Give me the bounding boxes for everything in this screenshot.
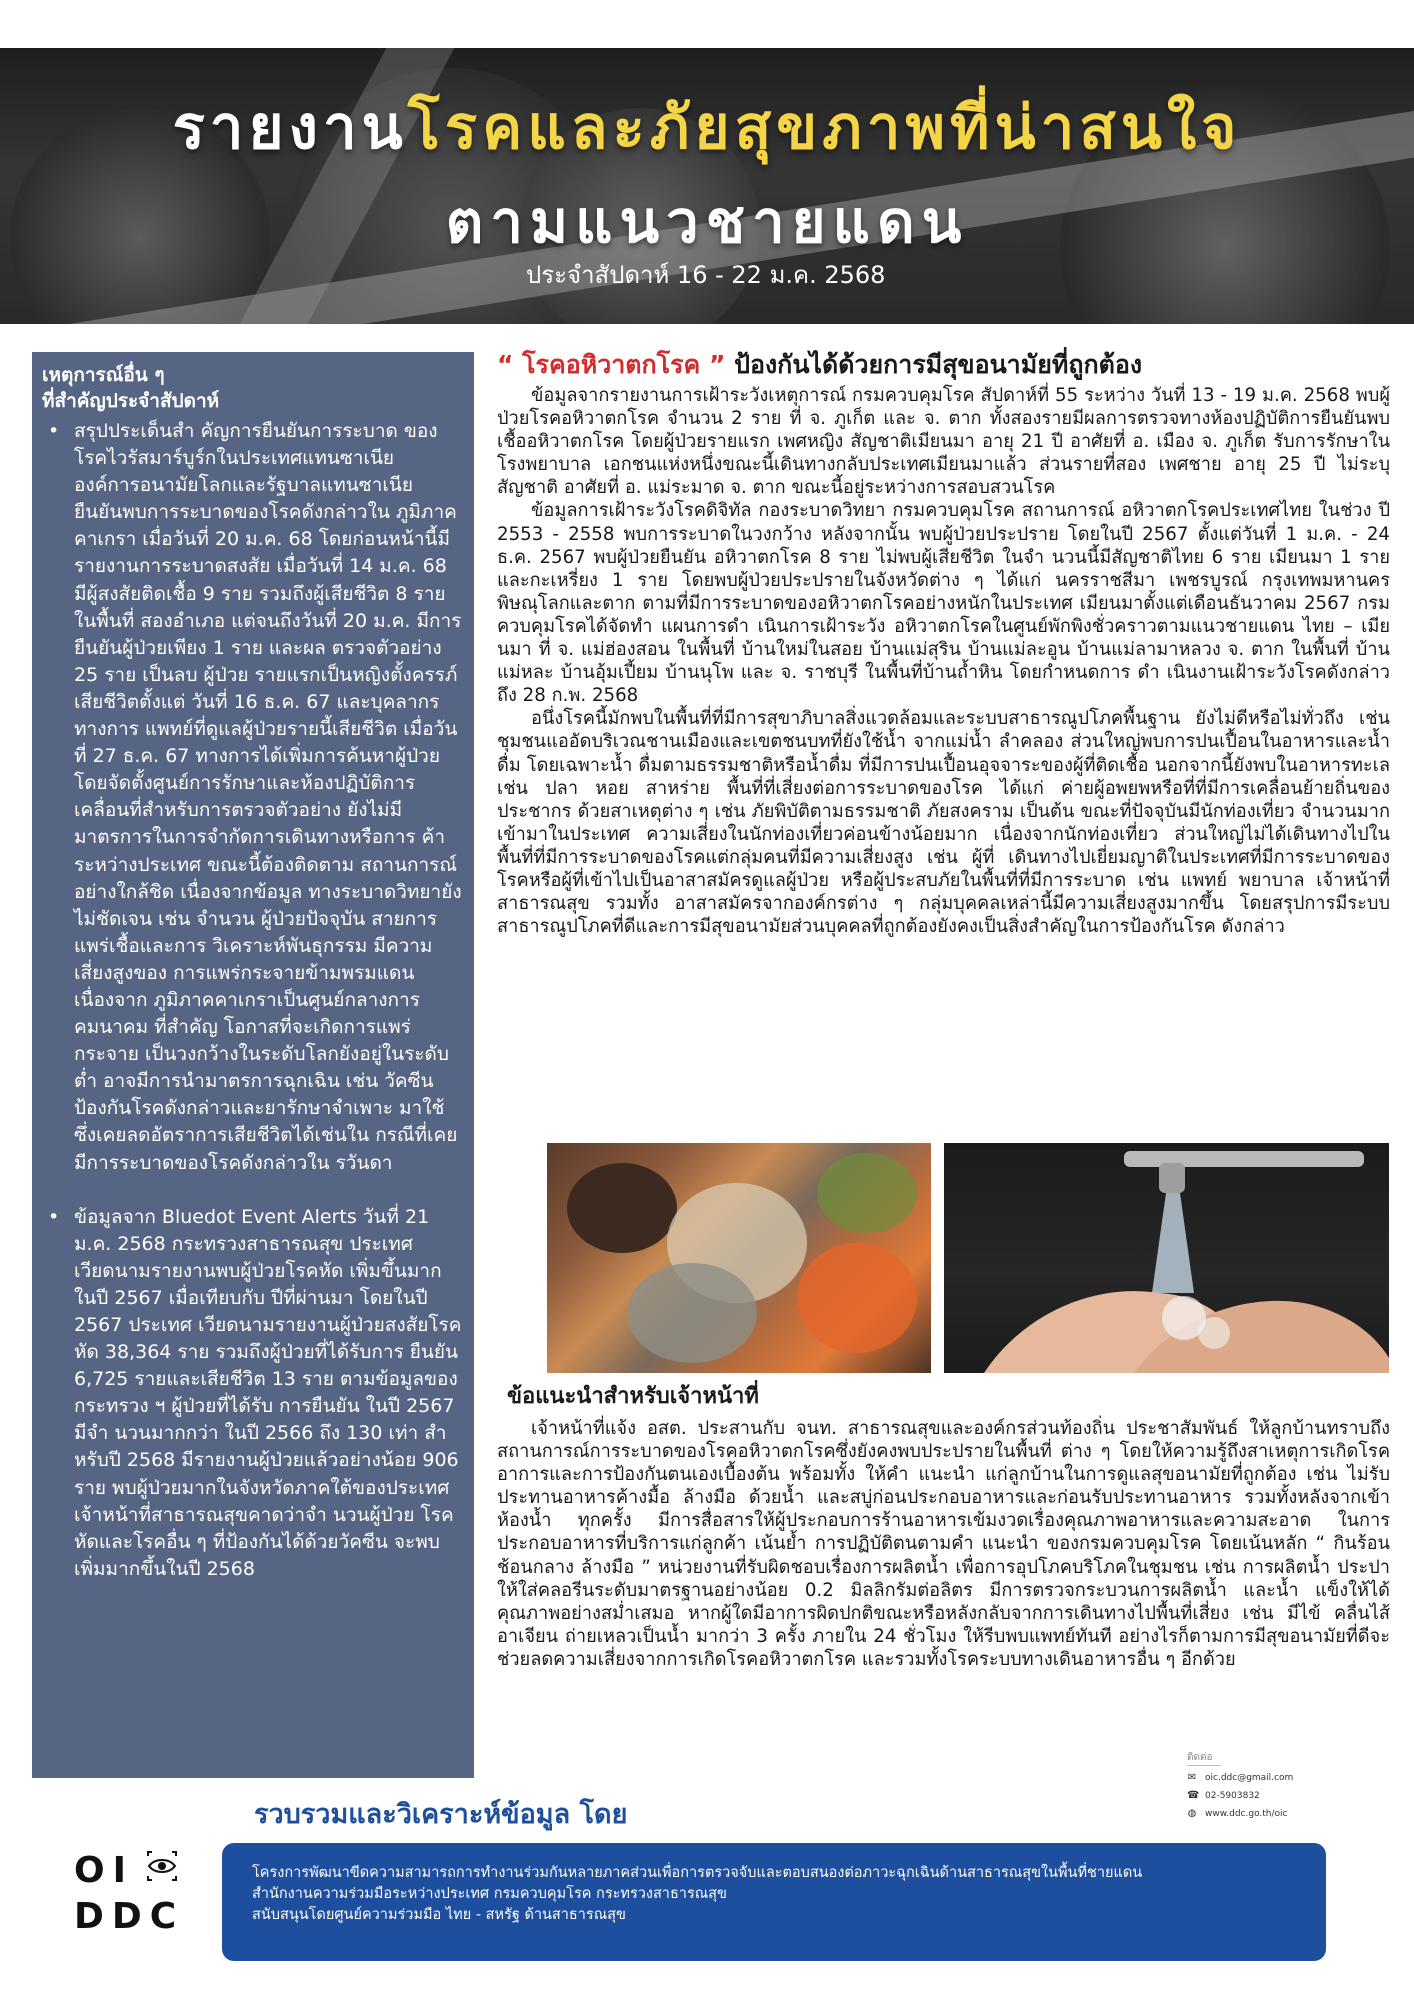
seafood-photo-detail (627, 1263, 757, 1363)
contact-block (1187, 1750, 1387, 1823)
headline-disease-name: “ โรคอหิวาตกโรค ” (497, 350, 726, 379)
article-paragraph (497, 499, 1390, 707)
sidebar-heading-line2: ที่สำคัญประจำสัปดาห์ (42, 390, 220, 412)
article-paragraph (497, 707, 1390, 938)
report-week-range: ประจำสัปดาห์ 16 - 22 ม.ค. 2568 (526, 261, 886, 289)
article-paragraph-text: ข้อมูลการเฝ้าระวังโรคดิจิทัล กองระบาดวิทยา กรมควบคุมโรค สถานการณ์ อหิวาตกโรคประเทศไทย ในช่วง ปี 2553 - 2558 พบการระบาดในวงกว้าง หลังจากนั้น พบผู้ป่วยประปราย โดยในปี 2567 ตั้งแต่วันที่ 1 ม.ค. - 24 ธ.ค. 2567 พบผู้ป่วยยืนยัน อหิวาตกโรค 8 ราย ไม่พบผู้เสียชีวิต ในจำ นวนนี้มีสัญชาติไทย 6 ราย เมียนมา 1 ราย และกะเหรี่ยง 1 ราย โดยพบผู้ป่วยประปรายในจังหวัดต่าง ๆ ได้แก่ นครราชสีมา เพชรบูรณ์ กรุงเทพมหานคร พิษณุโลกและตาก ตามที่มีการระบาดของอหิวาตกโรคอย่างหนักในประเทศ เมียนมาตั้งแต่เดือนธันวาคม 2567 กรมควบคุมโรคได้จัดทำ แผนการดำ เนินการเฝ้าระวัง อหิวาตกโรคในศูนย์พักพิงชั่วคราวตามแนวชายแดน ไทย – เมียนมา ที่ จ. แม่ฮ่องสอน ในพื้นที่ บ้านใหม่ในสอย บ้านแม่สุริน บ้านแม่ละอูน บ้านแม่ลามาหลวง จ. ตาก ในพื้นที่ บ้านแม่หละ บ้านอุ้มเปี้ยม บ้านนุโพ และ จ. ราชบุรี ในพื้นที่บ้านถ้ำหิน โดยกำหนดการ ดำ เนินงานเฝ้าระวังโรคดังกล่าวถึง 28 ก.พ. 2568 (497, 500, 1390, 707)
contact-email-row[interactable] (1187, 1769, 1387, 1787)
sidebar-heading-line1: เหตุการณ์อื่น ๆ (42, 364, 165, 386)
logo-text-line2: DDC (74, 1896, 185, 1937)
footer-office-line: สำนักงานความร่วมมือระหว่างประเทศ กรมควบคุมโรค กระทรวงสาธารณสุข (252, 1886, 727, 1902)
article-paragraph-text: ข้อมูลจากรายงานการเฝ้าระวังเหตุการณ์ กรมควบคุมโรค สัปดาห์ที่ 55 ระหว่าง วันที่ 13 - 19 ม.ค. 2568 พบผู้ป่วยโรคอหิวาตกโรค จำนวน 2 ราย ที่ จ. ภูเก็ต และ จ. ตาก ทั้งสองรายมีผลการตรวจทางห้องปฏิบัติการยืนยันพบเชื้ออหิวาตกโรค โดยผู้ป่วยรายแรก เพศหญิง สัญชาติเมียนมา อายุ 21 ปี อาศัยที่ อ. เมือง จ. ภูเก็ต รับการรักษาในโรงพยาบาล เอกชนแห่งหนึ่งขณะนี้เดินทางกลับประเทศเมียนมาแล้ว ส่วนรายที่สอง เพศชาย อายุ 25 ปี ไม่ระบุสัญชาติ อาศัยที่ อ. แม่ระมาด จ. ตาก ขณะนี้อยู่ระหว่างการสอบสวนโรค (497, 385, 1390, 499)
sidebar-event-item: • ข้อมูลจาก Bluedot Event Alerts วันที่ 21 ม.ค. 2568 กระทรวงสาธารณสุข ประเทศเวียดนามรายงานพบผู้ป่วยโรคหัด เพิ่มขึ้นมากในปี 2567 เมื่อเทียบกับ ปีที่ผ่านมา โดยในปี 2567 ประเทศ เวียดนามรายงานผู้ป่วยสงสัยโรคหัด 38,364 ราย รวมถึงผู้ป่วยที่ได้รับการ ยืนยัน 6,725 รายและเสียชีวิต 13 ราย ตามข้อมูลของกระทรวง ฯ ผู้ป่วยที่ได้รับ การยืนยัน ในปี 2567 มีจำ นวนมากกว่า ในปี 2566 ถึง 130 เท่า สำ หรับปี 2568 มีรายงานผู้ป่วยแล้วอย่างน้อย 906 ราย พบผู้ป่วยมากในจังหวัดภาคใต้ของประเทศ เจ้าหน้าที่สาธารณสุขคาดว่าจำ นวนผู้ป่วย โรคหัดและโรคอื่น ๆ ที่ป้องกันได้ด้วยวัคซีน จะพบเพิ่มมากขึ้นในปี 2568 (42, 1204, 462, 1583)
seafood-photo-detail (817, 1153, 917, 1233)
logo-text-line1: OI (74, 1850, 134, 1891)
contact-website-row[interactable] (1187, 1805, 1387, 1823)
footer-project-line: โครงการพัฒนาขีดความสามารถการทำงานร่วมกันหลายภาคส่วนเพื่อการตรวจจับและตอบสนองต่อภาวะฉุกเฉินด้านสาธารณสุขในพื้นที่ชายแดน (252, 1865, 1143, 1881)
seafood-photo (547, 1143, 931, 1373)
handwashing-illustration (944, 1143, 1389, 1373)
footer-project-box (222, 1843, 1326, 1961)
contact-label: ติดต่อ (1187, 1750, 1221, 1766)
sidebar-other-events (32, 352, 474, 1778)
eye-icon (146, 1850, 178, 1882)
contact-phone[interactable]: 02-5903832 (1205, 1791, 1260, 1801)
globe-icon: ◍ (1187, 1808, 1197, 1819)
headline-tagline: ป้องกันได้ด้วยการมีสุขอนามัยที่ถูกต้อง (734, 350, 1143, 379)
main-article (497, 346, 1390, 938)
sidebar-event-list (42, 418, 462, 1583)
handwashing-photo (944, 1143, 1389, 1373)
article-photos (547, 1143, 1389, 1373)
contact-website[interactable]: www.ddc.go.th/oic (1205, 1809, 1288, 1819)
article-paragraph-text: อนึ่งโรคนี้มักพบในพื้นที่ที่มีการสุขาภิบาลสิ่งแวดล้อมและระบบสาธารณูปโภคพื้นฐาน ยังไม่ดีหรือไม่ทั่วถึง เช่น ชุมชนแออัดบริเวณชานเมืองและเขตชนบทที่ยังใช้น้ำ จากแม่น้ำ ลำคลอง ส่วนใหญ่พบการปนเปื้อนในอาหารและน้ำ ดื่ม โดยเฉพาะน้ำ ดื่มตามธรรมชาติหรือน้ำดื่ม ที่มีการปนเปื้อนอุจจาระของผู้ที่ติดเชื้อ นอกจากนี้ยังพบในอาหารทะเล เช่น ปลา หอย สาหร่าย พื้นที่ที่เสี่ยงต่อการระบาดของโรค ได้แก่ ค่ายผู้อพยพหรือที่ที่มีการเคลื่อนย้ายถิ่นของประชากร ด้วยสาเหตุต่าง ๆ เช่น ภัยพิบัติตามธรรมชาติ ภัยสงคราม เป็นต้น ขณะที่ปัจจุบันมีนักท่องเที่ยว จำนวนมากเข้ามาในประเทศ ความเสี่ยงในนักท่องเที่ยวค่อนข้างน้อยมาก เนื่องจากนักท่องเที่ยว ส่วนใหญ่ไม่ได้เดินทางไปในพื้นที่ที่มีการระบาดของโรคแต่กลุ่มคนที่มีความเสี่ยงสูง เช่น ผู้ที่ เดินทางไปเยี่ยมญาติในประเทศที่มีการระบาดของโรคหรือผู้ที่เข้าไปเป็นอาสาสมัครดูแลผู้ป่วย หรือผู้ประสบภัยในพื้นที่ที่มีการระบาด เช่น แพทย์ พยาบาล เจ้าหน้าที่สาธารณสุข รวมทั้ง อาสาสมัครจากองค์กรต่าง ๆ กลุ่มบุคคลเหล่านี้มีความเสี่ยงสูงมากขึ้น โดยสรุปการมีระบบ สาธารณูปโภคที่ดีและการมีสุขอนามัยส่วนบุคคลที่ถูกต้องยังคงเป็นสิ่งสำคัญในการป้องกันโรค ดังกล่าว (497, 708, 1390, 938)
title-part-highlight: โรคและภัยสุขภาพที่น่าสนใจ (407, 93, 1242, 163)
oic-ddc-logo (74, 1848, 184, 1948)
advice-paragraph (497, 1417, 1390, 1671)
advice-text: เจ้าหน้าที่แจ้ง อสต. ประสานกับ จนท. สาธารณสุขและองค์กรส่วนท้องถิ่น ประชาสัมพันธ์ ให้ลูกบ้านทราบถึงสถานการณ์การระบาดของโรคอหิวาตกโรคซึ่งยังคงพบประปรายในพื้นที่ ต่าง ๆ โดยให้ความรู้ถึงสาเหตุการเกิดโรค อาการและการป้องกันตนเองเบื้องต้น พร้อมทั้ง ให้คำ แนะนำ แก่ลูกบ้านในการดูแลสุขอนามัยที่ถูกต้อง เช่น ไม่รับประทานอาหารค้างมื้อ ล้างมือ ด้วยน้ำ และสบู่ก่อนประกอบอาหารและก่อนรับประทานอาหาร รวมทั้งหลังจากเข้าห้องน้ำ ทุกครั้ง มีการสื่อสารให้ผู้ประกอบการร้านอาหารเข้มงวดเรื่องคุณภาพอาหารและความสะอาด ในการประกอบอาหารที่บริการแก่ลูกค้า เน้นย้ำ การปฏิบัติตนตามคำ แนะนำ ของกรมควบคุมโรค โดยเน้นหลัก “ กินร้อน ช้อนกลาง ล้างมือ ” หน่วยงานที่รับผิดชอบเรื่องการผลิตน้ำ เพื่อการอุปโภคบริโภคในชุมชน เช่น การผลิตน้ำ ประปา ให้ใส่คลอรีนระดับมาตรฐานอย่างน้อย 0.2 มิลลิกรัมต่อลิตร มีการตรวจกระบวนการผลิตน้ำ และน้ำ แข็งให้ได้คุณภาพอย่างสม่ำเสมอ หากผู้ใดมีอาการผิดปกติขณะหรือหลังกลับจากการเดินทางไปพื้นที่เสี่ยง เช่น มีไข้ คลื่นไส้ อาเจียน ถ่ายเหลวเป็นน้ำ มากว่า 3 ครั้ง ภายใน 24 ชั่วโมง ให้รีบพบแพทย์ทันที อย่างไรก็ตามการมีสุขอนามัยที่ดีจะช่วยลดความเสี่ยงจากการเกิดโรคอหิวาตกโรค และรวมทั้งโรคระบบทางเดินอาหารอื่น ๆ อีกด้วย (497, 1418, 1390, 1670)
seafood-photo-detail (797, 1243, 917, 1353)
seafood-photo-detail (567, 1163, 677, 1253)
phone-icon: ☎ (1187, 1790, 1200, 1801)
email-icon: ✉ (1187, 1772, 1197, 1783)
footer-support-line: สนับสนุนโดยศูนย์ความร่วมมือ ไทย - สหรัฐ ด้านสาธารณสุข (252, 1907, 626, 1923)
title-part-white: รายงาน (172, 93, 408, 163)
sidebar-event-item: • สรุปประเด็นสำ คัญการยืนยันการระบาด ของโรคไวรัสมาร์บูร์กในประเทศแทนซาเนีย องค์การอนามัยโลกและรัฐบาลแทนซาเนีย ยืนยันพบการระบาดของโรคดังกล่าวใน ภูมิภาคคาเกรา เมื่อวันที่ 20 ม.ค. 68 โดยก่อนหน้านี้มีรายงานการระบาดสงสัย เมื่อวันที่ 14 ม.ค. 68 มีผู้สงสัยติดเชื้อ 9 ราย รวมถึงผู้เสียชีวิต 8 ราย ในพื้นที่ สองอำเภอ แต่จนถึงวันที่ 20 ม.ค. มีการยืนยันผู้ป่วยเพียง 1 ราย และผล ตรวจตัวอย่าง 25 ราย เป็นลบ ผู้ป่วย รายแรกเป็นหญิงตั้งครรภ์เสียชีวิตตั้งแต่ วันที่ 16 ธ.ค. 67 และบุคลากรทางการ แพทย์ที่ดูแลผู้ป่วยรายนี้เสียชีวิต เมื่อวันที่ 27 ธ.ค. 67 ทางการได้เพิ่มการค้นหาผู้ป่วย โดยจัดตั้งศูนย์การรักษาและห้องปฏิบัติการ เคลื่อนที่สำหรับการตรวจตัวอย่าง ยังไม่มี มาตรการในการจำกัดการเดินทางหรือการ ค้าระหว่างประเทศ ขณะนี้ต้องติดตาม สถานการณ์อย่างใกล้ชิด เนื่องจากข้อมูล ทางระบาดวิทยายังไม่ชัดเจน เช่น จำนวน ผู้ป่วยปัจจุบัน สายการแพร่เชื้อและการ วิเคราะห์พันธุกรรม มีความเสี่ยงสูงของ การแพร่กระจายข้ามพรมแดน เนื่องจาก ภูมิภาคคาเกราเป็นศูนย์กลางการคมนาคม ที่สำคัญ โอกาสที่จะเกิดการแพร่กระจาย เป็นวงกว้างในระดับโลกยังอยู่ในระดับต่ำ อาจมีการนำมาตรการฉุกเฉิน เช่น วัคซีน ป้องกันโรคดังกล่าวและยารักษาจำเพาะ มาใช้ ซึ่งเคยลดอัตราการเสียชีวิตได้เช่นใน กรณีที่เคยมีการระบาดของโรคดังกล่าวใน รวันดา (42, 418, 462, 1177)
article-headline (497, 346, 1390, 384)
sidebar-heading (42, 362, 462, 414)
contact-phone-row[interactable] (1187, 1787, 1387, 1805)
report-title (0, 80, 1414, 175)
advice-heading: ข้อแนะนำสำหรับเจ้าหน้าที่ (507, 1384, 759, 1409)
report-title-line2: ตามแนวชายแดน (445, 188, 969, 256)
article-paragraph (497, 384, 1390, 499)
contact-email[interactable]: oic.ddc@gmail.com (1205, 1773, 1294, 1783)
compiled-by-title: รวบรวมและวิเคราะห์ข้อมูล โดย (254, 1799, 628, 1830)
